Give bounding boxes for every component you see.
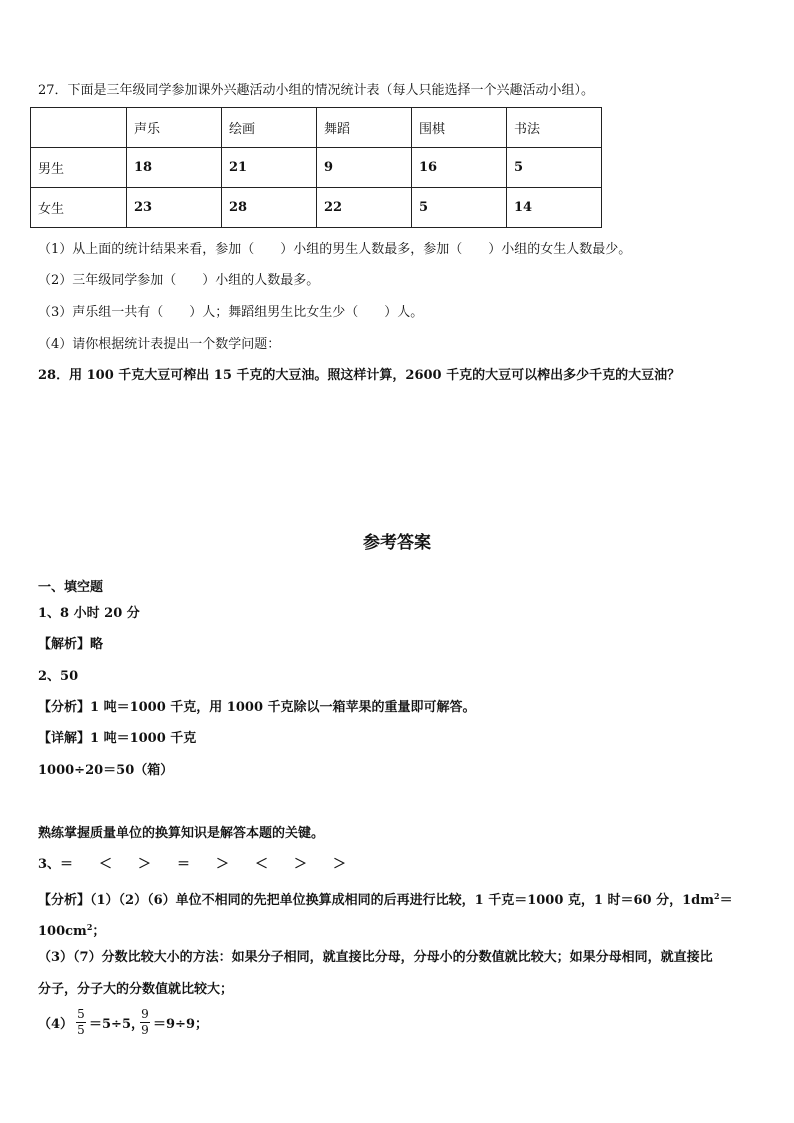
answer-1-analysis: 【解析】略 (38, 637, 104, 652)
fraction-1-tail: ＝5÷5， (89, 1017, 144, 1032)
q27-sub3: （3）声乐组一共有（ ）人；舞蹈组男生比女生少（ ）人。 (38, 305, 424, 320)
answer-2: 2、50 (38, 669, 79, 684)
table-cell: 9 (317, 148, 412, 188)
answer-2-detail: 【详解】1 吨＝1000 千克 (38, 731, 197, 746)
table-header-cell (31, 108, 127, 148)
fraction-5-over-5: 5 5 (77, 1007, 85, 1037)
table-header-cell: 书法 (507, 108, 602, 148)
q28-stem: 28．用 100 千克大豆可榨出 15 千克的大豆油。照这样计算，2600 千克的大豆可以榨出多少千克的大豆油？ (38, 368, 681, 383)
answer-2-calc: 1000÷20＝50（箱） (38, 763, 174, 778)
table-cell: 5 (412, 188, 507, 228)
table-cell: 14 (507, 188, 602, 228)
table-cell: 28 (222, 188, 317, 228)
table-cell: 18 (127, 148, 222, 188)
answer-3-analysis-3: （3）（7）分数比较大小的方法：如果分子相同，就直接比分母，分母小的分数值就比较大；如果分母相同，就直接比 (38, 950, 713, 965)
table-header-row (31, 108, 602, 148)
q27-stem: 27．下面是三年级同学参加课外兴趣活动小组的情况统计表（每人只能选择一个兴趣活动小组）。 (38, 83, 595, 98)
fraction-2-tail: ＝9÷9； (153, 1017, 208, 1032)
q27-sub4: （4）请你根据统计表提出一个数学问题： (38, 337, 281, 352)
table-cell: 23 (127, 188, 222, 228)
fraction-9-over-9: 9 9 (141, 1007, 149, 1037)
answer-2-analysis: 【分析】1 吨＝1000 千克，用 1000 千克除以一箱苹果的重量即可解答。 (38, 700, 476, 715)
answer-3: 3、＝ ＜ ＞ ＝ ＞ ＜ ＞ ＞ (38, 857, 347, 872)
table-cell: 22 (317, 188, 412, 228)
table-cell: 16 (412, 148, 507, 188)
table-header-cell: 围棋 (412, 108, 507, 148)
q27-sub1: （1）从上面的统计结果来看，参加（ ）小组的男生人数最多，参加（ ）小组的女生人数最少。 (38, 242, 632, 257)
table-cell: 21 (222, 148, 317, 188)
answer-3-analysis-2: $100cm^2$； (38, 922, 106, 939)
answer-1: 1、8 小时 20 分 (38, 606, 140, 621)
q27-sub2: （2）三年级同学参加（ ）小组的人数最多。 (38, 273, 320, 288)
answer-3-analysis-1: 【分析】（1）（2）（6）单位不相同的先把单位换算成相同的后再进行比较，1 千克＝1000 克，1 时＝60 分，$1dm^2=$ (38, 891, 733, 908)
answer-3-analysis-5-prefix: （4） (38, 1017, 74, 1032)
row-label: 男生 (31, 148, 127, 188)
table-row (31, 188, 602, 228)
answers-title: 参考答案 (363, 533, 431, 553)
answer-3-analysis-4: 分子，分子大的分数值就比较大； (38, 982, 234, 997)
section-heading: 一、填空题 (38, 580, 104, 595)
table-row (31, 148, 602, 188)
table-header-cell: 舞蹈 (317, 108, 412, 148)
table-header-cell: 声乐 (127, 108, 222, 148)
answer-2-summary: 熟练掌握质量单位的换算知识是解答本题的关键。 (38, 826, 325, 841)
row-label: 女生 (31, 188, 127, 228)
stat-table (30, 107, 602, 228)
table-cell: 5 (507, 148, 602, 188)
table-header-cell: 绘画 (222, 108, 317, 148)
